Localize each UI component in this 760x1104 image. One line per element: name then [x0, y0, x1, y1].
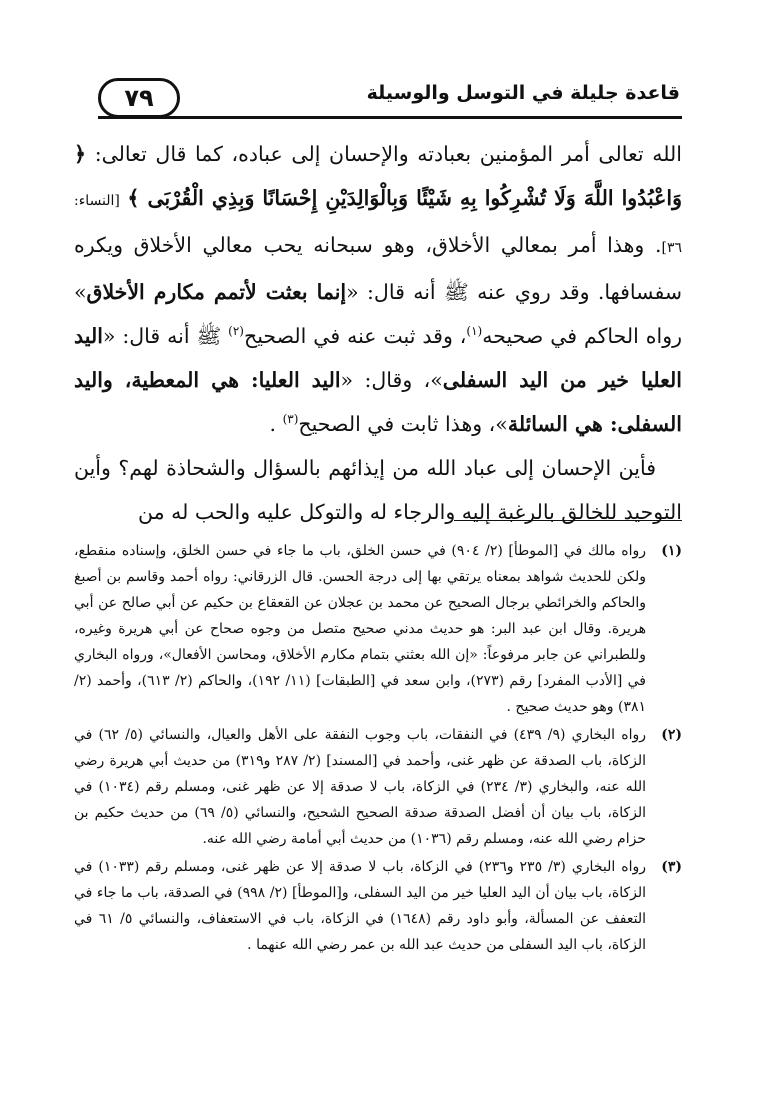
footnote-number: (١) [661, 543, 682, 559]
text-segment: الله تعالى أمر المؤمنين بعبادته والإحسان إلى عباده، كما قال تعالى: [94, 142, 682, 166]
footnote-marker[interactable]: (١) [466, 324, 483, 339]
footnote [74, 722, 682, 852]
verse-reference: [النساء: ٣٦] [74, 193, 682, 256]
footnote-text: رواه البخاري (٩/ ٤٣٩) في النفقات، باب وجوب النفقة على الأهل والعيال، والنسائي (٥/ ٦٢) في الزكاة، باب الصدقة عن ظهر غنى، وأحمد في [المسند] (٢/ ٢٨٧ و٣١٩) من حديث أبي هريرة رضي الله عنه، والبخاري (٣/ ٢٣٤) في الزكاة، باب لا صدقة إلا عن ظهر غنى، ومسلم رقم (١٠٣٤) في الزكاة، باب بيان أن أفضل الصدقة صدقة الصحيح الشحيح، والنسائي (٥/ ٦٩) من حديث حكيم بن حزام رضي الله عنه، ومسلم رقم (١٠٣٦) من حديث أبي أمامة رضي الله عنه. [74, 727, 647, 847]
text-segment: » رواه الحاكم في صحيحه [74, 280, 682, 348]
hadith-quote: اليد العليا خير من اليد السفلى [74, 324, 683, 392]
footnote-marker[interactable]: (٣) [282, 412, 299, 427]
footnote-number: (٣) [661, 859, 682, 875]
text-segment: . [269, 412, 283, 436]
text-segment: »، وقال: « [340, 368, 443, 392]
paragraph-1 [74, 132, 682, 446]
main-text [74, 132, 682, 534]
footnote-marker[interactable]: (٢) [228, 324, 244, 339]
hadith-quote: اليد العليا: هي المعطية، واليد السفلى: هي السائلة [74, 368, 682, 436]
paragraph-2: فأين الإحسان إلى عباد الله من إيذائهم بالسؤال والشحاذة لهم؟ وأين التوحيد للخالق بالرغبة إليه والرجاء له والتوكل عليه والحب له من [74, 456, 682, 524]
footnote [74, 854, 682, 958]
hadith-quote: إنما بعثت لأتمم مكارم الأخلاق [86, 280, 347, 304]
footnotes [74, 538, 682, 960]
page-number: ٧٩ [98, 78, 180, 118]
page-header [98, 76, 682, 119]
text-segment: »، وهذا ثابت في الصحيح [298, 412, 508, 436]
footnote-text: رواه البخاري (٣/ ٢٣٥ و٢٣٦) في الزكاة، باب لا صدقة إلا عن ظهر غنى، ومسلم رقم (١٠٣٣) في الزكاة، باب بيان أن اليد العليا خير من اليد السفلى، و[الموطأ] (٢/ ٩٩٨) في الصدقة، باب ما جاء في التعفف عن المسألة، وأبو داود رقم (١٦٤٨) في الزكاة، باب في الاستعفاف، والنسائي ٥/ ٦١ في الزكاة، باب اليد السفلى من حديث عبد الله بن عمر رضي الله عنهما . [74, 859, 647, 953]
text-segment: ﷺ أنه قال: « [102, 324, 229, 348]
quran-verse: ﴿ وَاعْبُدُوا اللَّهَ وَلَا تُشْرِكُوا بِهِ شَيْئًا وَبِالْوَالِدَيْنِ إِحْسَانًا وَبِذِي الْقُرْبَى ﴾ [74, 142, 682, 210]
footnote-text: رواه مالك في [الموطأ] (٢/ ٩٠٤) في حسن الخلق، باب ما جاء في حسن الخلق، وإسناده منقطع، ولكن للحديث شواهد بمعناه يرتقي بها إلى درجة الحسن. قال الزرقاني: رواه أحمد وقاسم بن أصبغ والحاكم والخرائطي برجال الصحيح عن محمد بن عجلان عن القعقاع بن حكيم عن أبي صالح عن أبي هريرة. وقال ابن عبد البر: هو حديث مدني صحيح متصل من وجوه صحاح عن أبي هريرة وغيره، وللطبراني عن جابر مرفوعاً: «إن الله بعثني بتمام مكارم الأخلاق، ومحاسن الأفعال»، ورواه البخاري في [الأدب المفرد] رقم (٢٧٣)، وابن سعد في [الطبقات] (١١/ ١٩٢)، والحاكم (٢/ ٦١٣)، وأحمد (٢/ ٣٨١) وهو حديث صحيح . [74, 543, 647, 715]
running-title: قاعدة جليلة في التوسل والوسيلة [366, 82, 680, 104]
text-segment: ، وقد ثبت عنه في الصحيح [243, 324, 467, 348]
footnote-divider [454, 520, 682, 521]
text-segment: . وهذا أمر بمعالي الأخلاق، وهو سبحانه يحب معالي الأخلاق ويكره سفسافها. وقد روي عنه ﷺ أنه قال: « [74, 233, 683, 304]
footnote-number: (٢) [661, 727, 682, 743]
footnote [74, 538, 682, 720]
